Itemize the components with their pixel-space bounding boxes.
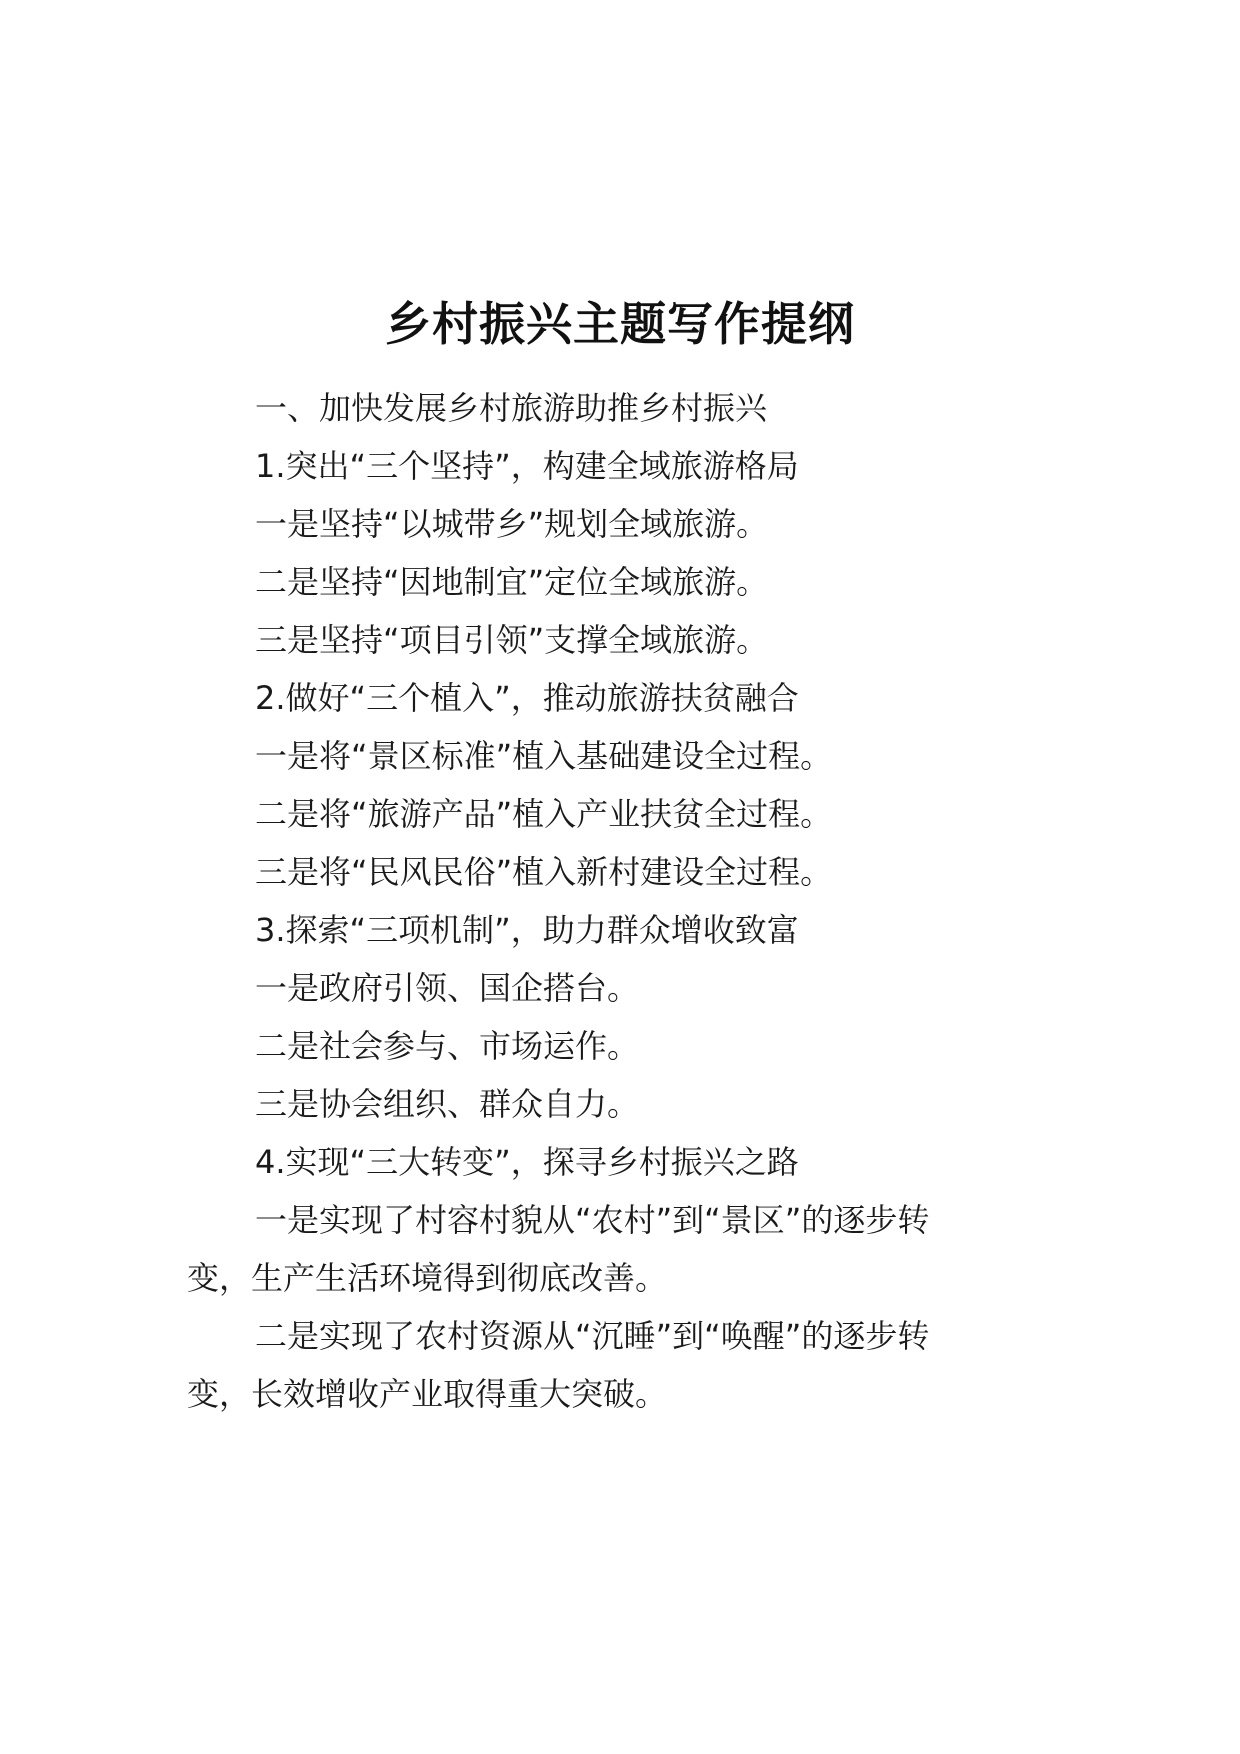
document-title: 乡村振兴主题写作提纲 — [385, 297, 855, 351]
list-item: 一是坚持“以城带乡”规划全域旅游。 — [255, 505, 769, 543]
list-item: 二是将“旅游产品”植入产业扶贫全过程。 — [255, 795, 833, 833]
section-heading: 一、加快发展乡村旅游助推乡村振兴 — [255, 389, 768, 427]
list-item: 一是将“景区标准”植入基础建设全过程。 — [255, 737, 833, 775]
subsection-heading: 1.突出“三个坚持”，构建全域旅游格局 — [255, 447, 799, 485]
list-item: 二是坚持“因地制宜”定位全域旅游。 — [255, 563, 769, 601]
subsection-heading: 3.探索“三项机制”，助力群众增收致富 — [255, 911, 799, 949]
paragraph-line: 一是实现了村容村貌从“农村”到“景区”的逐步转 — [255, 1201, 930, 1239]
list-item: 一是政府引领、国企搭台。 — [255, 969, 640, 1007]
subsection-heading: 4.实现“三大转变”，探寻乡村振兴之路 — [255, 1143, 799, 1181]
subsection-heading: 2.做好“三个植入”，推动旅游扶贫融合 — [255, 679, 799, 717]
list-item: 二是社会参与、市场运作。 — [255, 1027, 640, 1065]
paragraph-line: 二是实现了农村资源从“沉睡”到“唤醒”的逐步转 — [255, 1317, 930, 1355]
paragraph-line: 变，生产生活环境得到彻底改善。 — [187, 1259, 668, 1297]
list-item: 三是坚持“项目引领”支撑全域旅游。 — [255, 621, 769, 659]
list-item: 三是将“民风民俗”植入新村建设全过程。 — [255, 853, 833, 891]
paragraph-line: 变，长效增收产业取得重大突破。 — [187, 1375, 668, 1413]
list-item: 三是协会组织、群众自力。 — [255, 1085, 640, 1123]
